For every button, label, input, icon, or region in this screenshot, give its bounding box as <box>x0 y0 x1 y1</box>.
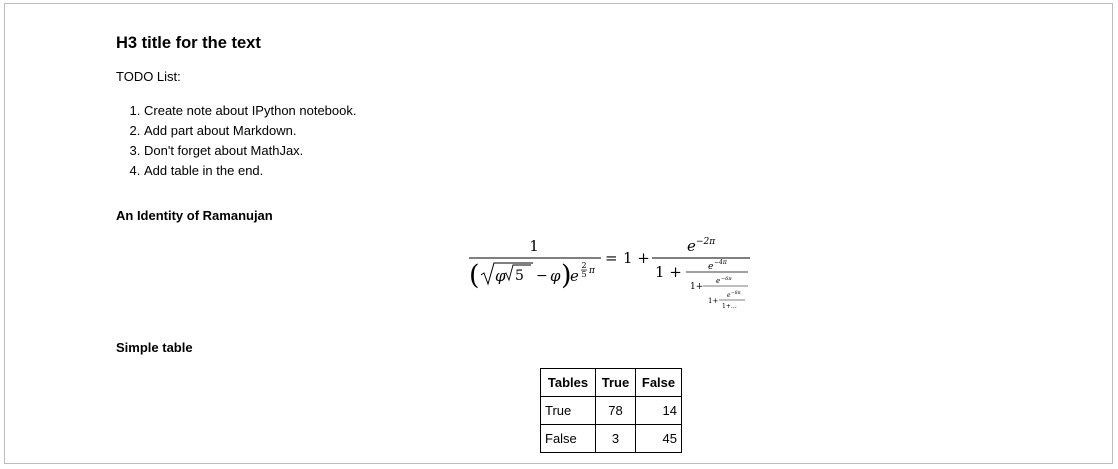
eq-cf-tail: 1+… <box>722 303 737 310</box>
table-row <box>541 397 682 425</box>
eq-cf-e3: e <box>716 277 721 285</box>
eq-e-base: e <box>570 267 579 285</box>
eq-sqrt5: 5 <box>515 268 524 284</box>
eq-exp-num: 2 <box>581 261 587 270</box>
table-header-row <box>541 369 682 397</box>
table-heading: Simple table <box>116 340 193 355</box>
eq-cf-e4: e <box>727 292 731 299</box>
eq-cf-exp3: −6π <box>721 276 732 282</box>
eq-exp-pi: π <box>589 266 595 276</box>
table-cell: True <box>541 397 596 425</box>
notebook-cell <box>4 3 1113 464</box>
eq-left-paren: ( <box>469 260 480 291</box>
equation-svg <box>467 232 757 316</box>
eq-cf-one-plus-4: 1+ <box>708 297 719 305</box>
todo-label: TODO List: <box>116 69 181 84</box>
eq-cf-exp4: −8π <box>731 291 741 296</box>
todo-item: 3. Don't forget about MathJax. <box>144 141 357 161</box>
table-cell: 45 <box>636 425 682 453</box>
table-header-cell: Tables <box>541 369 596 397</box>
table-cell: 14 <box>636 397 682 425</box>
eq-one-plus: 1 + <box>623 249 650 267</box>
eq-outer-sqrt <box>481 263 533 284</box>
table-cell: 3 <box>596 425 636 453</box>
section-heading: H3 title for the text <box>116 34 261 52</box>
eq-exp-den: 5 <box>581 270 587 279</box>
eq-phi-1: φ <box>495 267 506 285</box>
table-cell: 78 <box>596 397 636 425</box>
eq-cf-one-plus-3: 1+ <box>690 282 704 292</box>
simple-table <box>540 368 682 453</box>
identity-heading: An Identity of Ramanujan <box>116 208 273 223</box>
eq-numerator: 1 <box>529 237 539 255</box>
table-cell: False <box>541 425 596 453</box>
eq-minus: − <box>536 268 548 284</box>
table-header-cell: True <box>596 369 636 397</box>
eq-cf-e2: e <box>708 262 714 272</box>
eq-cf-e1: e <box>687 237 696 255</box>
eq-right-paren: ) <box>561 260 572 291</box>
eq-cf-one-plus-2: 1 + <box>655 263 682 281</box>
eq-cf-exp2: −4π <box>714 259 727 266</box>
todo-item: 4. Add table in the end. <box>144 161 357 181</box>
eq-equals: = <box>605 249 618 267</box>
eq-phi-2: φ <box>550 267 561 285</box>
ramanujan-equation <box>467 232 757 316</box>
table-header-cell: False <box>636 369 682 397</box>
todo-item: 1. Create note about IPython notebook. <box>144 101 357 121</box>
eq-cf-exp1: −2π <box>696 237 716 247</box>
todo-item: 2. Add part about Markdown. <box>144 121 357 141</box>
table-row <box>541 425 682 453</box>
todo-list <box>116 101 357 181</box>
